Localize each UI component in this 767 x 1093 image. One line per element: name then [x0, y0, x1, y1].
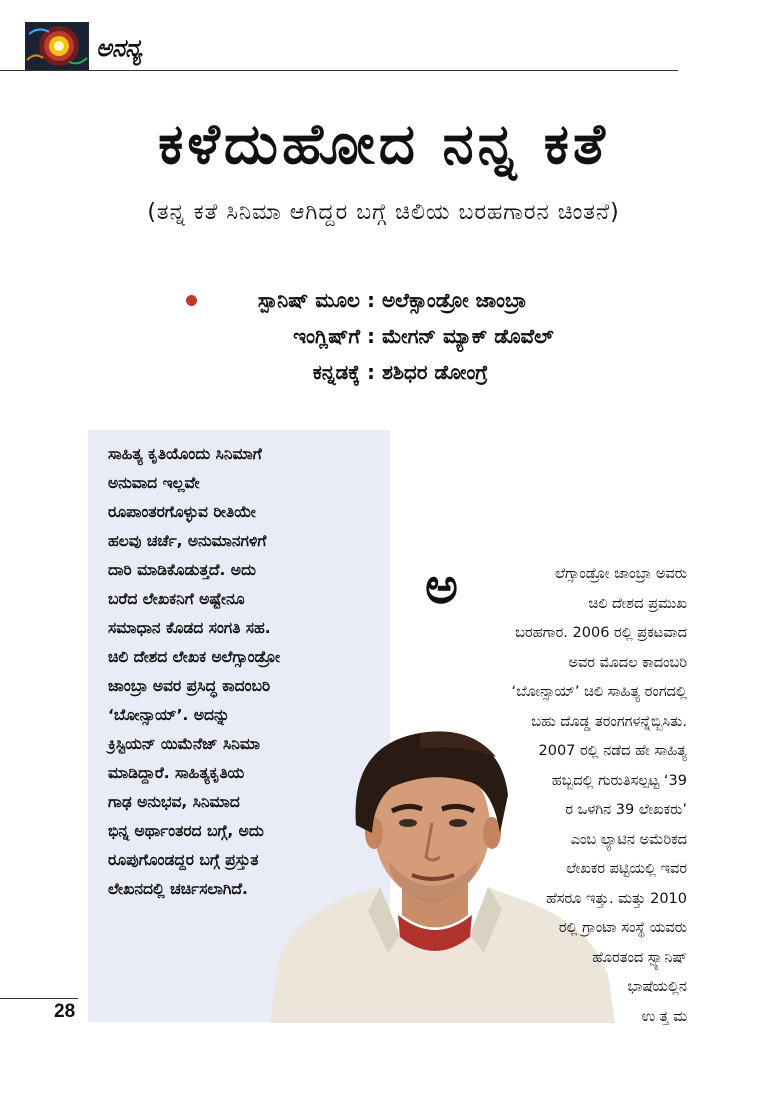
header-divider: [0, 70, 678, 71]
body-line: ಭಾಷೆಯಲ್ಲಿನ: [627, 979, 687, 995]
credit-separator: :: [367, 324, 375, 348]
summary-line: ಅನುವಾದ ಇಲ್ಲವೇ: [108, 474, 200, 492]
body-line: ಚಿಲಿ ದೇಶದ ಪ್ರಮುಖ: [588, 595, 687, 612]
body-line: ರಲ್ಲಿ ಗ್ರಾಂಟಾ ಸಂಸ್ಥೆ ಯವರು: [558, 920, 687, 936]
summary-line: ಭಿನ್ನ ಅರ್ಥಾಂತರದ ಬಗ್ಗೆ, ಅದು: [108, 822, 264, 840]
body-line: ಉ ತ್ತ ಮ: [641, 1008, 687, 1025]
credit-label-text: ಸ್ಪಾನಿಷ್ ಮೂಲ: [257, 288, 360, 312]
body-line: ಅವರ ಮೊದಲ ಕಾದಂಬರಿ: [568, 654, 687, 671]
body-line: ಹೆಸರೂ ಇತ್ತು. ಮತ್ತು 2010: [546, 890, 687, 907]
credit-label: [170, 354, 360, 390]
body-line: ಹಬ್ಬದಲ್ಲಿ ಗುರುತಿಸಲ್ಪಟ್ಟ ‘39: [551, 772, 687, 789]
logo-sun-icon: [25, 22, 89, 70]
summary-line: ಹಲವು ಚರ್ಚೆ, ಅನುಮಾನಗಳಿಗೆ: [108, 532, 267, 550]
credit-value: ಮೇಗನ್ ಮ್ಯಾಕ್ ಡೊವೆಲ್: [382, 324, 554, 348]
body-line: ಬರಹಗಾರ. 2006 ರಲ್ಲಿ ಪ್ರಕಟವಾದ: [515, 625, 687, 641]
article-body: [425, 557, 687, 1032]
article-subtitle: (ತನ್ನ ಕತೆ ಸಿನಿಮಾ ಆಗಿದ್ದರ ಬಗ್ಗೆ ಚಿಲಿಯ ಬರಹಗಾರನ ಚಿಂತನೆ): [147, 200, 620, 225]
body-line: 2007 ರಲ್ಲಿ ನಡೆದ ಹೇ ಸಾಹಿತ್ಯ: [538, 743, 687, 759]
summary-line: ಸಾಹಿತ್ಯ ಕೃತಿಯೊಂದು ಸಿನಿಮಾಗೆ: [108, 445, 262, 463]
body-line: ಲೆಗ್ಸಾಂಡ್ರೋ ಜಾಂಬ್ರಾ ಅವರು: [555, 566, 687, 582]
bullet-icon: [186, 295, 197, 306]
summary-line: ರೂಪಾಂತರಗೊಳ್ಳುವ ರೀತಿಯೇ: [108, 503, 256, 521]
summary-line: ಗಾಢ ಅನುಭವ, ಸಿನಿಮಾದ: [108, 793, 240, 811]
article-title: ಕಳೆದುಹೋದ ನನ್ನ ಕತೆ: [158, 112, 609, 177]
body-line: ಹೊರತಂದ ಸ್ಪ್ಯಾನಿಷ್: [592, 949, 687, 966]
credit-label-text: ಕನ್ನಡಕ್ಕೆ: [312, 360, 360, 384]
body-line: ರ ಒಳಗಿನ 39 ಲೇಖಕರು’: [565, 802, 687, 818]
body-line: ‘ಬೋನ್ಸಾಯ್’ ಚಿಲಿ ಸಾಹಿತ್ಯ ರಂಗದಲ್ಲಿ: [511, 684, 687, 700]
summary-line: ಮಾಡಿದ್ದಾರೆ. ಸಾಹಿತ್ಯಕೃತಿಯ: [108, 764, 245, 782]
summary-line: ಚಿಲಿ ದೇಶದ ಲೇಖಕ ಅಲೆಗ್ಸಾಂಡ್ರೋ: [108, 648, 281, 666]
summary-line: ‘ಬೋನ್ಸಾಯ್’. ಅದನ್ನು: [108, 706, 230, 724]
body-line: ಬಹು ದೊಡ್ಡ ತರಂಗಗಳನ್ನೆಬ್ಬಿಸಿತು.: [531, 713, 687, 730]
credits-block: [170, 282, 630, 390]
body-line: ಎಂಬ ಲ್ಯಾಟಿನ ಅಮೆರಿಕದ: [570, 831, 687, 848]
credit-row: [170, 282, 630, 318]
magazine-name: ಅನನ್ಯ: [96, 34, 142, 62]
summary-line: ಕ್ರಿಸ್ಟಿಯನ್ ಯಿಮೆನೆಜ್ ಸಿನಿಮಾ: [108, 735, 261, 753]
body-line: ಲೇಖಕರ ಪಟ್ಟಿಯಲ್ಲಿ ಇವರ: [566, 861, 687, 877]
summary-line: ದಾರಿ ಮಾಡಿಕೊಡುತ್ತದೆ. ಅದು: [108, 561, 256, 579]
magazine-logo: [25, 22, 89, 70]
credit-separator: :: [367, 360, 375, 384]
summary-line: ಲೇಖನದಲ್ಲಿ ಚರ್ಚಿಸಲಾಗಿದೆ.: [108, 880, 248, 898]
credit-value: ಅಲೆಕ್ಸಾಂಡ್ರೋ ಜಾಂಬ್ರಾ: [382, 288, 527, 312]
credit-separator: :: [367, 288, 375, 312]
drop-cap: ಅ: [425, 557, 458, 615]
page-number: 28: [54, 1001, 76, 1022]
credit-row: [170, 318, 630, 354]
credit-label-text: ಇಂಗ್ಲಿಷ್‌ಗೆ: [293, 324, 360, 348]
credit-label: [170, 318, 360, 354]
summary-line: ಬರೆದ ಲೇಖಕನಿಗೆ ಅಷ್ಟೇನೂ: [108, 590, 245, 608]
page-header: [0, 0, 767, 74]
summary-line: ರೂಪುಗೊಂಡದ್ದರ ಬಗ್ಗೆ ಪ್ರಸ್ತುತ: [108, 851, 259, 869]
credit-row: [170, 354, 630, 390]
summary-line: ಸಮಾಧಾನ ಕೊಡದ ಸಂಗತಿ ಸಹ.: [108, 619, 271, 637]
footer-divider: [0, 998, 78, 999]
credit-label: [170, 282, 360, 318]
credit-value: ಶಶಿಧರ ಡೋಂಗ್ರೆ: [382, 360, 488, 384]
summary-line: ಜಾಂಬ್ರಾ ಅವರ ಪ್ರಸಿದ್ಧ ಕಾದಂಬರಿ: [108, 677, 271, 695]
